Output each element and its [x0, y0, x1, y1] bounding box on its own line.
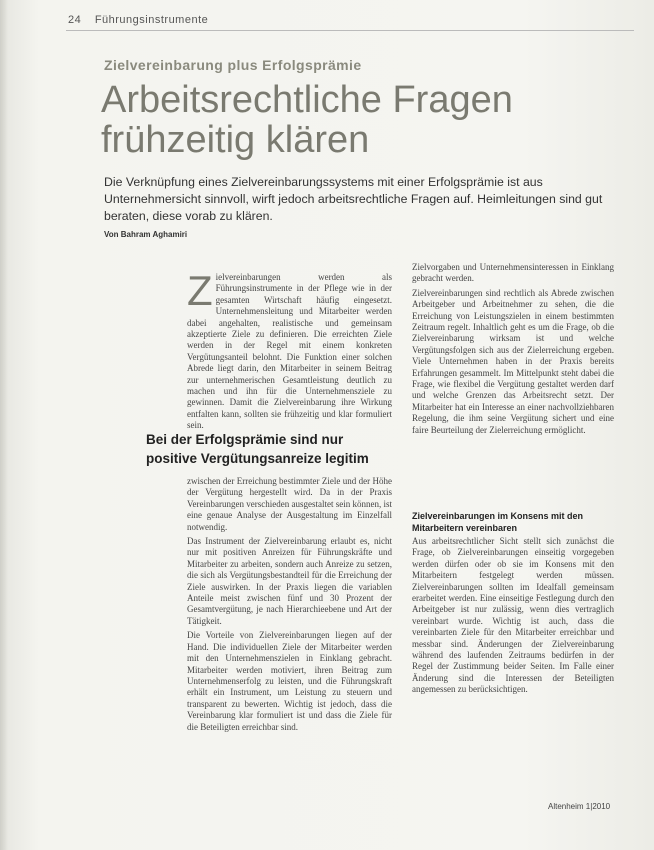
kicker: Zielvereinbarung plus Erfolgsprämie	[104, 57, 362, 73]
headline-line-2: frühzeitig klären	[101, 119, 370, 161]
column-subheading: Zielvereinbarungen im Konsens mit den Mitarbeitern vereinbaren	[412, 511, 584, 533]
top-rule	[66, 30, 634, 31]
body-paragraph: zwischen der Erreichung bestimmter Ziele und der Höhe der Vergütung hergestellt wird. Da in der Praxis Vereinbarungen verschieden ausgestaltet sein können, ist eine genaue Analyse der Ausgestaltung im Einzelfall notwendig.	[187, 476, 392, 532]
body-paragraph: Zielvereinbarungen sind rechtlich als Abrede zwischen Arbeitgeber und Arbeitnehmer zu sehen, die die Erreichung von Leistungszielen in einem bestimmten Zeitraum regelt. Inhaltlich geht es um die Frage, ob die Zielvereinbarung wirksam ist und welche Vergütungsfolgen sich aus der Zielerreichung ergeben. Viele Unternehmen haben in der Praxis bereits Erfahrungen gesammelt. Im Mittelpunkt steht dabei die Frage, wie flexibel die Vergütung gestaltet werden darf und welche Grenzen das Arbeitsrecht setzt. Der Mitarbeiter hat ein Interesse an einer nachvollziehbaren Regelung, die ihm seine Vergütung sichert und eine faire Beurteilung der Zielerreichung ermöglicht.	[412, 287, 614, 435]
page-number: 24	[68, 14, 82, 26]
body-column-right-bottom	[412, 536, 614, 784]
body-paragraph: Die Vorteile von Zielvereinbarungen liegen auf der Hand. Die individuellen Ziele der Mitarbeiter werden mit den Unternehmenszielen in Einklang gebracht. Mitarbeiter werden motiviert, ihren Beitrag zum Unternehmenserfolg zu leisten, und die Führungskraft erhält ein Instrument, um Leistung zu steuern und transparent zu bewerten. Wichtig ist jedoch, dass die Vereinbarung klar formuliert ist und dass die Ziele für die Beteiligten erreichbar sind.	[187, 630, 392, 732]
headline-line-1: Arbeitsrechtliche Fragen	[101, 79, 513, 121]
body-paragraph: Das Instrument der Zielvereinbarung erlaubt es, nicht nur mit positiven Anreizen für Führungskräfte und Mitarbeiter zu arbeiten, sondern auch Anreize zu setzen, die sich als Vergütungsbestandteil für die Erreichung der Ziele auswirken. In der Praxis liegen die variablen Anteile meist zwischen fünf und 30 Prozent der Gesamtvergütung, je nach Hierarchieebene und Art der Tätigkeit.	[187, 536, 392, 626]
subheading: Bei der Erfolgsprämie sind nur positive Vergütungsanreize legitim	[146, 432, 369, 466]
body-paragraph: Aus arbeitsrechtlicher Sicht stellt sich zunächst die Frage, ob Zielvereinbarungen einseitig vorgegeben werden dürfen oder ob sie im Konsens mit den Mitarbeitern festgelegt werden müssen. Zielvereinbarungen sollten im Idealfall gemeinsam erarbeitet werden. Eine einseitige Festlegung durch den Arbeitgeber ist nur zulässig, wenn dies vertraglich vereinbart wurde. Wichtig ist auch, dass die vereinbarten Ziele für den Mitarbeiter erreichbar und messbar sind. Änderungen der Zielvereinbarung während des laufenden Zeitraums bedürfen in der Regel der Zustimmung beider Seiten. Im Falle einer Änderung sind die Interessen der Beteiligten angemessen zu berücksichtigen.	[412, 536, 614, 695]
page-footer: Altenheim 1|2010	[548, 802, 611, 811]
body-column-left-top	[187, 267, 392, 431]
dropcap: Z	[187, 267, 213, 314]
byline: Von Bahram Aghamiri	[104, 230, 188, 239]
body-paragraph: Zielvorgaben und Unternehmensinteressen in Einklang gebracht werden.	[412, 262, 614, 284]
headline	[101, 80, 621, 160]
running-head	[68, 14, 208, 26]
section-name: Führungsinstrumente	[94, 14, 209, 26]
body-text: ielvereinbarungen werden als Führungsinstrumente in der Pflege wie in der gesamten Wirtschaft häufig eingesetzt. Unternehmensleitung und Mitarbeiter werden dabei angehalten, realistische und gemeinsam akzeptierte Ziele zu definieren. Die erreichten Ziele werden in der Regel mit einem konkreten Vergütungsanteil belohnt. Die Funktion einer solchen Abrede liegt darin, den Mitarbeiter in seinem Beitrag zur unternehmerischen Gesamtleistung deutlich zu machen und ihn für die Unternehmensziele zu gewinnen. Damit die Zielvereinbarung ihre Wirkung entfalten kann, sollten sie frühzeitig und klar formuliert sein.	[187, 272, 392, 431]
page-fold-shadow	[0, 0, 8, 850]
body-column-left-bottom	[187, 476, 392, 782]
body-column-right-top	[412, 262, 614, 512]
lead-paragraph: Die Verknüpfung eines Zielvereinbarungssystems mit einer Erfolgsprämie ist aus Unternehmersicht sinnvoll, wirft jedoch arbeitsrechtliche Fragen auf. Heimleitungen sind gut beraten, diese vorab zu klären.	[104, 175, 603, 223]
